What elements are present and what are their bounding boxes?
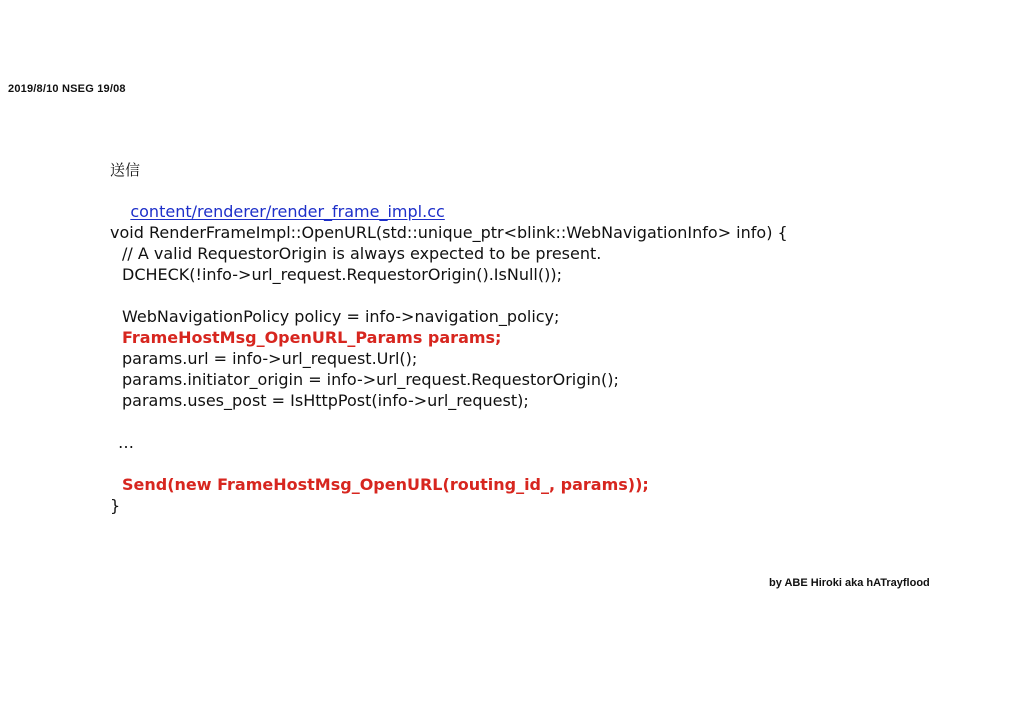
code-blank-line: [110, 453, 990, 474]
source-file-link[interactable]: content/renderer/render_frame_impl.cc: [130, 202, 445, 221]
slide-content: [110, 160, 990, 516]
code-line-send: Send(new FrameHostMsg_OpenURL(routing_id_, params));: [122, 475, 649, 494]
code-line-ellipsis: …: [118, 433, 134, 452]
code-line-signature: void RenderFrameImpl::OpenURL(std::unique_ptr<blink::WebNavigationInfo> info) {: [110, 223, 788, 242]
code-line-params-decl: FrameHostMsg_OpenURL_Params params;: [122, 328, 502, 347]
section-heading: 送信: [110, 161, 141, 179]
code-listing: [110, 222, 990, 516]
code-blank-line: [110, 285, 990, 306]
slide-header-meta: 2019/8/10 NSEG 19/08: [8, 83, 126, 95]
code-line-policy: WebNavigationPolicy policy = info->navigation_policy;: [122, 307, 560, 326]
code-line-params-post: params.uses_post = IsHttpPost(info->url_request);: [122, 391, 529, 410]
code-line-params-initiator: params.initiator_origin = info->url_request.RequestorOrigin();: [122, 370, 619, 389]
code-line-comment: // A valid RequestorOrigin is always expected to be present.: [122, 244, 602, 263]
code-line-closing-brace: }: [110, 496, 121, 515]
code-blank-line: [110, 411, 990, 432]
code-line-params-url: params.url = info->url_request.Url();: [122, 349, 418, 368]
code-line-dcheck: DCHECK(!info->url_request.RequestorOrigin().IsNull());: [122, 265, 562, 284]
source-file-path-row: [110, 180, 990, 221]
footer-credit: by ABE Hiroki aka hATrayflood: [769, 577, 930, 589]
